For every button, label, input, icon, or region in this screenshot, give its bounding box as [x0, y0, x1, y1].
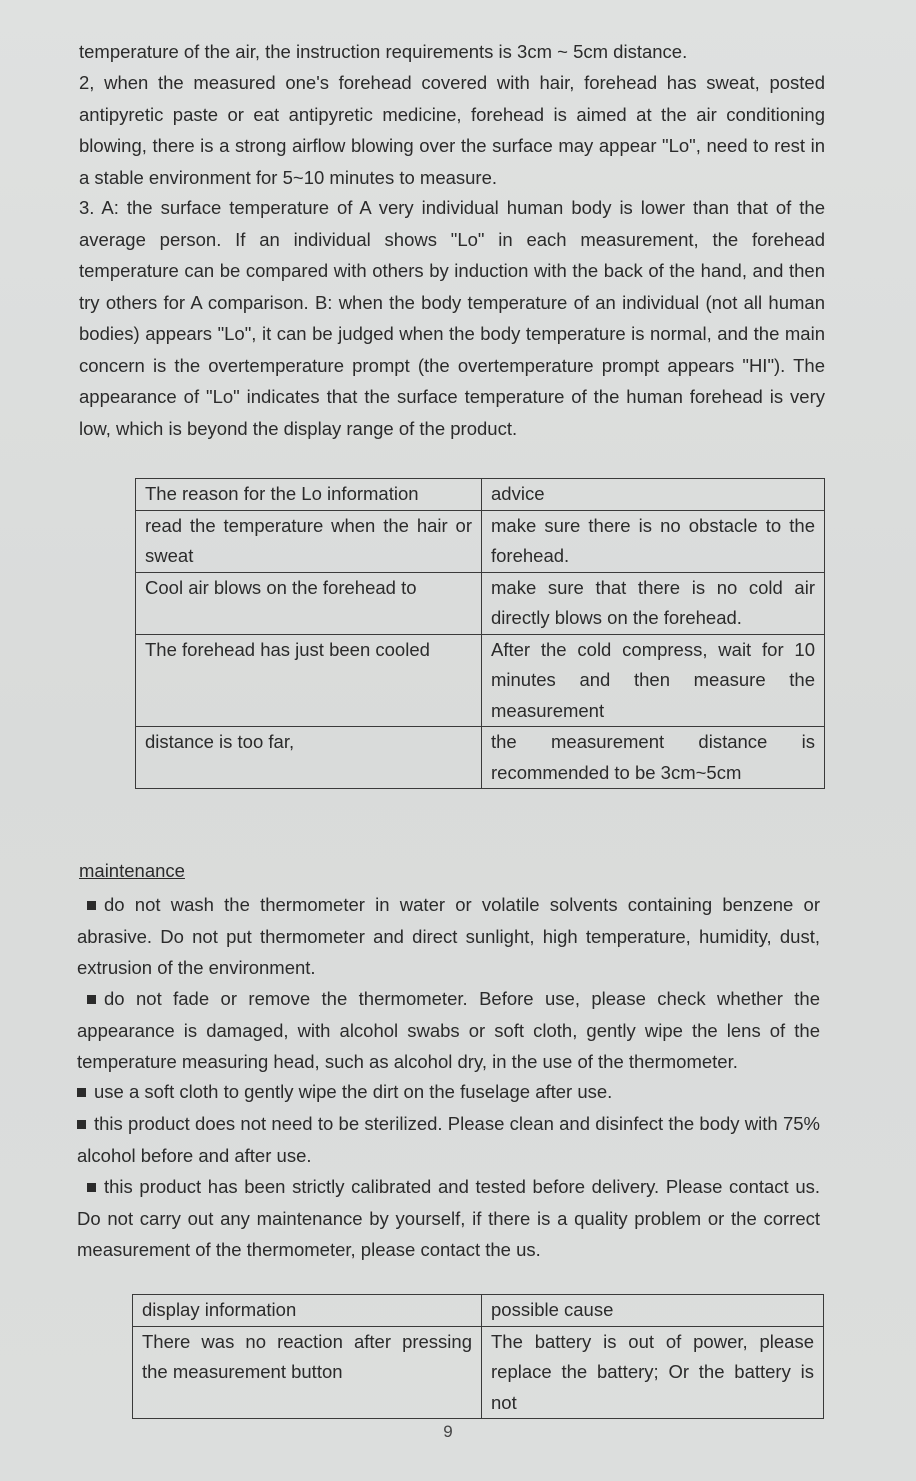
possible-cause-cell: The battery is out of power, please replace the battery; Or the battery is not [482, 1326, 824, 1419]
maintenance-item [77, 1108, 820, 1171]
maintenance-item [77, 983, 820, 1078]
square-bullet-icon [77, 1120, 86, 1129]
reason-cell: Cool air blows on the forehead to [136, 572, 482, 634]
maintenance-item-text: this product does not need to be sterilized. Please clean and disinfect the body with 75% alcohol before and after use. [77, 1113, 820, 1166]
maintenance-item [77, 889, 820, 984]
maintenance-item [77, 1076, 820, 1108]
reason-cell: read the temperature when the hair or sweat [136, 510, 482, 572]
maintenance-item-text: use a soft cloth to gently wipe the dirt on the fuselage after use. [94, 1081, 613, 1102]
item-3-paragraph: 3. A: the surface temperature of A very individual human body is lower than that of the average person. If an individual shows "Lo" in each measurement, the forehead temperature can be compared with others by induction with the back of the hand, and then try others for A comparison. B: when the body temperature of an individual (not all human bodies) appears "Lo", it can be judged when the body temperature is normal, and the main concern is the overtemperature prompt (the overtemperature prompt appears "HI"). The appearance of "Lo" indicates that the surface temperature of the human forehead is very low, which is beyond the display range of the product. [79, 197, 825, 439]
header-cell-possible-cause: possible cause [482, 1295, 824, 1327]
table-row [136, 727, 825, 789]
table-row [136, 634, 825, 727]
page-number: 9 [443, 1422, 453, 1441]
table-row [133, 1326, 824, 1419]
header-cell-display-information: display information [133, 1295, 482, 1327]
square-bullet-icon [87, 1183, 96, 1192]
item-2-paragraph: 2, when the measured one's forehead covered with hair, forehead has sweat, posted antipyretic paste or eat antipyretic medicine, forehead is aimed at the air conditioning blowing, there is a strong airflow blowing over the surface may appear "Lo", need to rest in a stable environment for 5~10 minutes to measure. [79, 72, 825, 188]
advice-cell: make sure there is no obstacle to the forehead. [482, 510, 825, 572]
table-header-row [133, 1295, 824, 1327]
table-header-row [136, 479, 825, 511]
maintenance-item-text: do not fade or remove the thermometer. Before use, please check whether the appearance is damaged, with alcohol swabs or soft cloth, gently wipe the lens of the temperature measuring head, such as alcohol dry, in the use of the thermometer. [77, 988, 820, 1072]
table-row [136, 572, 825, 634]
advice-cell: make sure that there is no cold air directly blows on the forehead. [482, 572, 825, 634]
display-information-cell: There was no reaction after pressing the measurement button [133, 1326, 482, 1419]
table-row [136, 510, 825, 572]
lo-reason-table [135, 478, 825, 789]
maintenance-item-text: do not wash the thermometer in water or volatile solvents containing benzene or abrasive. Do not put thermometer and direct sunlight, high temperature, humidity, dust, extrusion of the environment. [77, 894, 820, 978]
maintenance-item-text: this product has been strictly calibrated and tested before delivery. Please contact us. Do not carry out any maintenance by yourself, if there is a quality problem or the correct measurement of the thermometer, please contact the us. [77, 1176, 820, 1260]
square-bullet-icon [77, 1088, 86, 1097]
header-cell-advice: advice [482, 479, 825, 511]
reason-cell: distance is too far, [136, 727, 482, 789]
advice-cell: the measurement distance is recommended to be 3cm~5cm [482, 727, 825, 789]
intro-paragraph: temperature of the air, the instruction requirements is 3cm ~ 5cm distance. [79, 41, 688, 62]
display-information-table [132, 1294, 824, 1419]
reason-cell: The forehead has just been cooled [136, 634, 482, 727]
square-bullet-icon [87, 901, 96, 910]
maintenance-heading: maintenance [79, 860, 185, 881]
advice-cell: After the cold compress, wait for 10 minutes and then measure the measurement [482, 634, 825, 727]
header-cell-reason: The reason for the Lo information [136, 479, 482, 511]
square-bullet-icon [87, 995, 96, 1004]
maintenance-item [77, 1171, 820, 1266]
